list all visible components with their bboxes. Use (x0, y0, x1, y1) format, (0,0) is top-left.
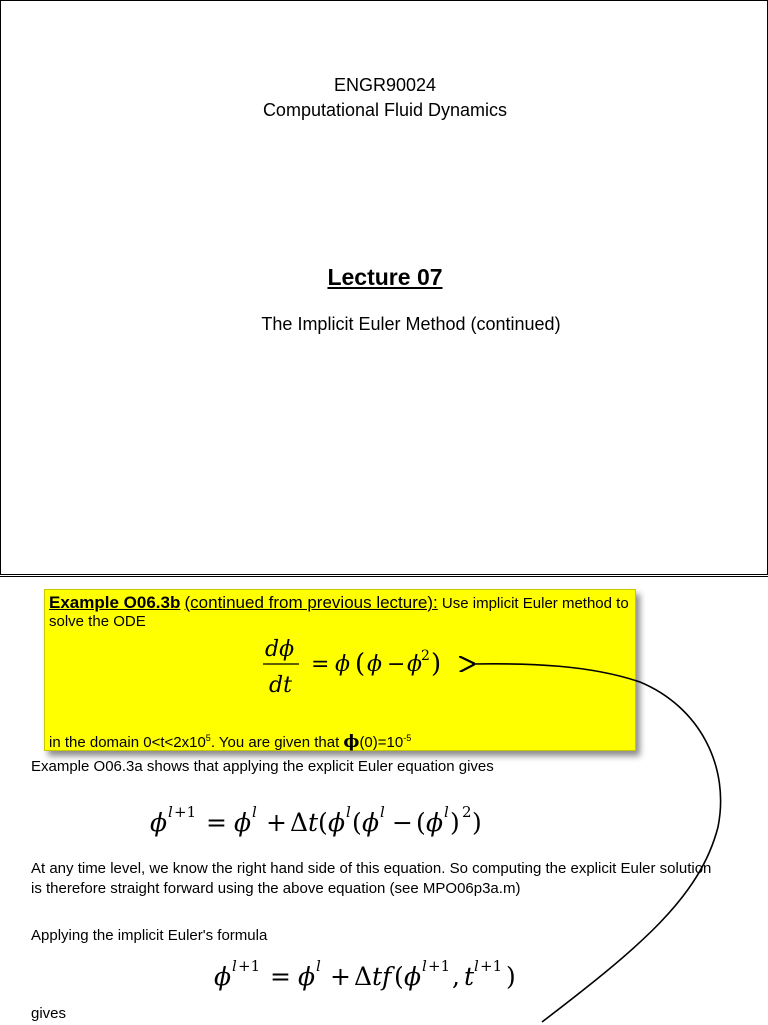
svg-text:=: = (270, 962, 291, 991)
svg-text:l: l (232, 957, 237, 975)
svg-text:+1: +1 (480, 957, 503, 975)
svg-text:+1: +1 (174, 803, 197, 821)
svg-text:−: − (387, 652, 406, 677)
svg-text:+1: +1 (428, 957, 451, 975)
svg-text:,: , (452, 962, 460, 991)
svg-text:l: l (346, 803, 351, 821)
svg-text:+1: +1 (238, 957, 261, 975)
svg-text:ϕ: ϕ (367, 652, 382, 677)
svg-text:+: + (266, 808, 287, 837)
svg-text:l: l (474, 957, 479, 975)
svg-text:ϕ: ϕ (335, 652, 350, 677)
paragraph-implicit: Applying the implicit Euler's formula (31, 927, 268, 944)
svg-text:l: l (422, 957, 427, 975)
svg-text:dt: dt (269, 673, 292, 698)
svg-text:−: − (392, 808, 413, 837)
example-domain: in the domain $0<t<2x10^5$. You are given that $\phi(0)=10^{-5}$ (49, 732, 412, 752)
svg-text:ϕ: ϕ (328, 808, 346, 837)
svg-text:+: + (330, 962, 351, 991)
lecture-title: Lecture 07 (327, 264, 443, 290)
svg-text:): ) (472, 808, 482, 837)
svg-text:(: ( (416, 808, 426, 837)
course-title: Computational Fluid Dynamics (262, 100, 508, 120)
svg-text:ϕ: ϕ (407, 652, 422, 677)
svg-text:=: = (206, 808, 227, 837)
svg-text:Δ: Δ (290, 808, 309, 837)
svg-text:ϕ: ϕ (150, 808, 168, 837)
svg-text:ϕ: ϕ (298, 962, 316, 991)
svg-text:(: ( (355, 649, 366, 679)
example-heading: Example O06.3b (49, 593, 181, 612)
paragraph-explanation: At any time level, we know the right hand side of this equation. So computing the explicit Euler solution is therefore straight forward using the above equation (see MPO06p3a.m) (31, 860, 712, 897)
svg-text:Δ: Δ (354, 962, 373, 991)
svg-text:(: ( (394, 962, 404, 991)
svg-text:2: 2 (462, 803, 472, 821)
course-code: ENGR90024 (333, 75, 437, 95)
example-continued-note: (continued from previous lecture): (184, 593, 438, 612)
annotation-arrow (0, 577, 768, 1025)
svg-text:l: l (316, 957, 321, 975)
svg-text:l: l (444, 803, 449, 821)
content-slide (0, 576, 768, 1025)
svg-text:l: l (252, 803, 257, 821)
svg-text:(: ( (352, 808, 362, 837)
svg-text:ϕ: ϕ (404, 962, 422, 991)
svg-text:ϕ: ϕ (214, 962, 232, 991)
svg-text:): ) (506, 962, 516, 991)
svg-text:l: l (380, 803, 385, 821)
svg-text:ϕ: ϕ (234, 808, 252, 837)
svg-text:tf: tf (372, 962, 392, 991)
paragraph-explicit: Example O06.3a shows that applying the explicit Euler equation gives (31, 758, 494, 775)
svg-text:ϕ: ϕ (426, 808, 444, 837)
lecture-subtitle: The Implicit Euler Method (continued) (261, 314, 561, 334)
svg-text:t: t (308, 808, 319, 837)
svg-text:l: l (168, 803, 173, 821)
svg-text:2: 2 (421, 648, 430, 664)
svg-text:t: t (464, 962, 475, 991)
svg-text:=: = (311, 652, 330, 677)
svg-text:): ) (450, 808, 460, 837)
example-instruction: Use implicit Euler method to solve the ODE (49, 595, 629, 630)
svg-text:(: ( (318, 808, 328, 837)
svg-text:): ) (431, 649, 442, 679)
svg-text:dϕ: dϕ (265, 637, 295, 662)
paragraph-gives: gives (31, 1005, 67, 1022)
svg-text:ϕ: ϕ (362, 808, 380, 837)
